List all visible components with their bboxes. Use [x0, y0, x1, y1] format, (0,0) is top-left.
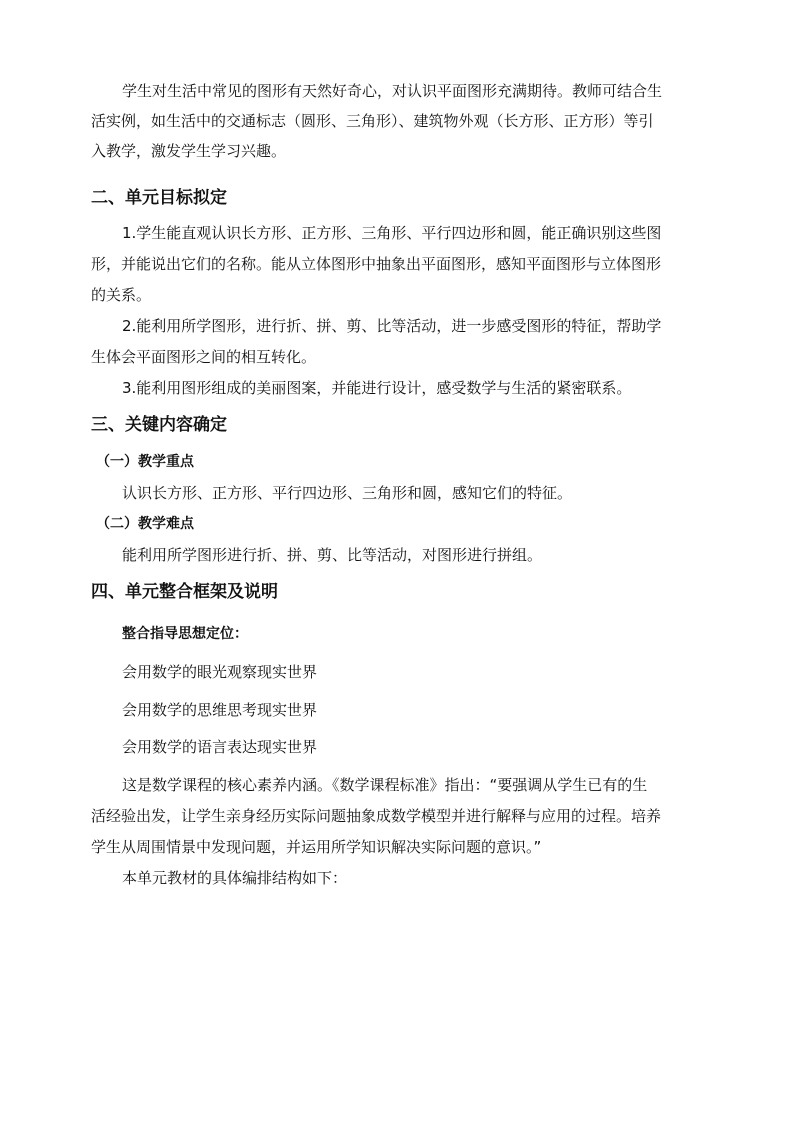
teaching-focus-text: 认识长方形、正方形、平行四边形、三角形和圆，感知它们的特征。: [122, 484, 573, 502]
goal-1-line-3: 的关系。: [91, 286, 152, 304]
goal-1-line-2: 形，并能说出它们的名称。能从立体图形中抽象出平面图形，感知平面图形与立体图形: [91, 255, 662, 273]
intro-line-2: 活实例，如生活中的交通标志（圆形、三角形）、建筑物外观（长方形、正方形）等引: [91, 112, 654, 130]
guide-line-1: 会用数学的眼光观察现实世界: [122, 663, 318, 681]
intro-line-3: 入教学，激发学生学习兴趣。: [91, 142, 287, 160]
section-heading-framework: 四、单元整合框架及说明: [91, 582, 278, 602]
goal-2-line-2: 生体会平面图形之间的相互转化。: [91, 348, 317, 366]
subheading-teaching-difficulty: （二）教学难点: [96, 516, 194, 532]
goal-2-line-1: 2.能利用所学图形，进行折、拼、剪、比等活动，进一步感受图形的特征，帮助学: [122, 317, 662, 335]
section-heading-goals: 二、单元目标拟定: [91, 188, 227, 208]
closing-line: 本单元教材的具体编排结构如下：: [122, 869, 348, 887]
section-heading-key-content: 三、关键内容确定: [91, 415, 227, 435]
quote-line-2: 活经验出发，让学生亲身经历实际问题抽象成数学模型并进行解释与应用的过程。培养: [91, 807, 662, 825]
quote-line-3: 学生从周围情景中发现问题，并运用所学知识解决实际问题的意识。”: [91, 838, 542, 856]
goal-1-line-1: 1.学生能直观认识长方形、正方形、三角形、平行四边形和圆，能正确识别这些图: [122, 224, 662, 242]
goal-3-line-1: 3.能利用图形组成的美丽图案，并能进行设计，感受数学与生活的紧密联系。: [122, 379, 632, 397]
quote-line-1: 这是数学课程的核心素养内涵。《数学课程标准》指出：“要强调从学生已有的生: [122, 776, 648, 794]
subheading-teaching-focus: （一）教学重点: [96, 454, 194, 470]
intro-line-1: 学生对生活中常见的图形有天然好奇心，对认识平面图形充满期待。教师可结合生: [122, 82, 663, 100]
teaching-difficulty-text: 能利用所学图形进行折、拼、剪、比等活动，对图形进行拼组。: [122, 546, 543, 564]
guide-line-3: 会用数学的语言表达现实世界: [122, 738, 318, 756]
guide-heading: 整合指导思想定位：: [122, 626, 248, 642]
guide-line-2: 会用数学的思维思考现实世界: [122, 701, 318, 719]
